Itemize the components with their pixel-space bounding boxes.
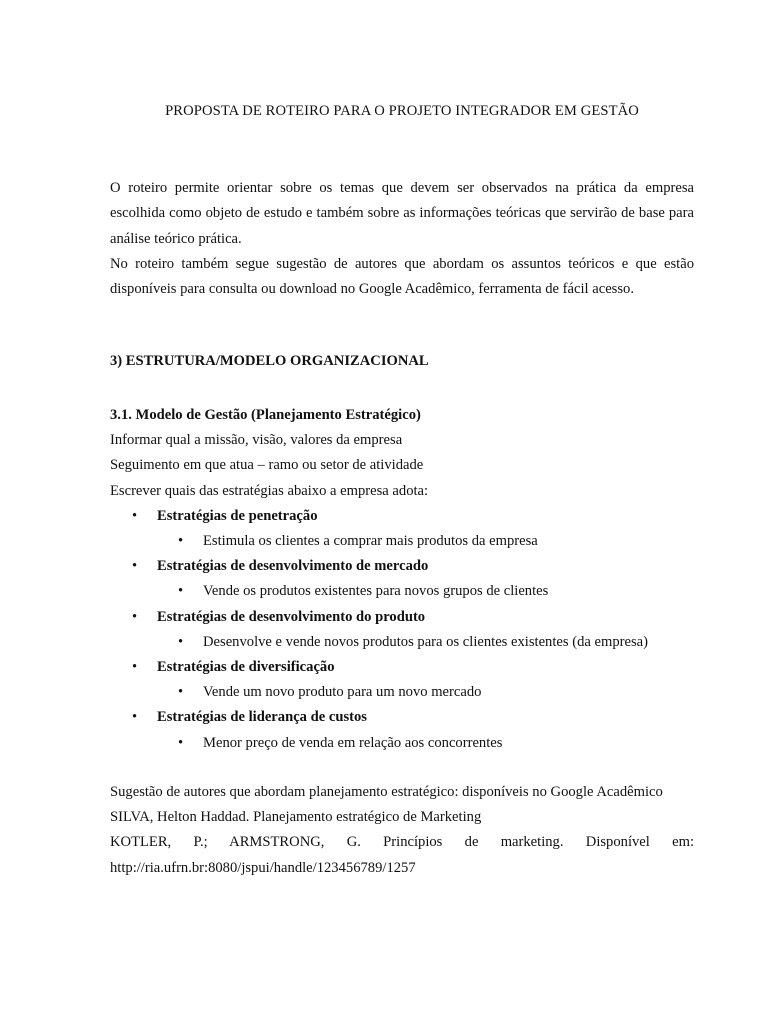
strategy-item [110,655,694,705]
subsection-title: 3.1. Modelo de Gestão (Planejamento Estratégico) [110,407,421,423]
strategy-detail: Menor preço de venda em relação aos concorrentes [203,734,503,751]
intro-paragraph-1: O roteiro permite orientar sobre os temas que devem ser observados na prática da empresa escolhida como objeto de estudo e também sobre as informações teóricas que servirão de base para análise teórico prática. [110,180,694,247]
authors-intro: Sugestão de autores que abordam planejamento estratégico: disponíveis no Google Acadêmico [110,784,663,800]
strategy-name: Estratégias de desenvolvimento de mercado [157,558,429,575]
strategy-detail: Vende os produtos existentes para novos grupos de clientes [203,583,549,600]
bullet-icon: • [132,558,138,575]
strategy-detail: Vende um novo produto para um novo mercado [203,684,482,701]
reference-kotler: KOTLER, P.; ARMSTRONG, G. Princípios de marketing. Disponível em: http://ria.ufrn.br:8080/jspui/handle/123456789/1257 [110,834,694,876]
strategy-detail: Estimula os clientes a comprar mais produtos da empresa [203,533,538,550]
strategy-item [110,504,694,554]
bullet-icon: • [178,734,184,751]
strategy-name: Estratégias de desenvolvimento do produto [157,608,426,625]
intro-section [110,176,694,302]
instruction-line-2: Seguimento em que atua – ramo ou setor de atividade [110,457,424,474]
strategy-name: Estratégias de liderança de custos [157,709,367,726]
bullet-icon: • [132,507,138,524]
instruction-line-3: Escrever quais das estratégias abaixo a empresa adota: [110,482,429,499]
section-heading: 3) ESTRUTURA/MODELO ORGANIZACIONAL [110,353,429,369]
document-title: PROPOSTA DE ROTEIRO PARA O PROJETO INTEGRADOR EM GESTÃO [165,103,639,119]
bullet-icon: • [178,533,184,550]
strategy-item [110,605,694,655]
strategy-list [110,504,694,756]
strategy-name: Estratégias de diversificação [157,659,335,676]
instruction-line-1: Informar qual a missão, visão, valores da empresa [110,432,403,449]
bullet-icon: • [132,608,138,625]
bullet-icon: • [178,583,184,600]
strategy-item [110,554,694,604]
authors-section [110,780,694,881]
bullet-icon: • [132,709,138,726]
strategy-name: Estratégias de penetração [157,507,318,524]
intro-paragraph-2: No roteiro também segue sugestão de autores que abordam os assuntos teóricos e que estão disponíveis para consulta ou download no Google Acadêmico, ferramenta de fácil acesso. [110,255,694,298]
reference-silva: SILVA, Helton Haddad. Planejamento estratégico de Marketing [110,809,482,826]
bullet-icon: • [178,633,184,650]
strategy-item [110,705,694,755]
bullet-icon: • [178,684,184,701]
subsection-management-model [110,403,694,756]
bullet-icon: • [132,659,138,676]
strategy-detail: Desenvolve e vende novos produtos para os clientes existentes (da empresa) [203,633,648,650]
